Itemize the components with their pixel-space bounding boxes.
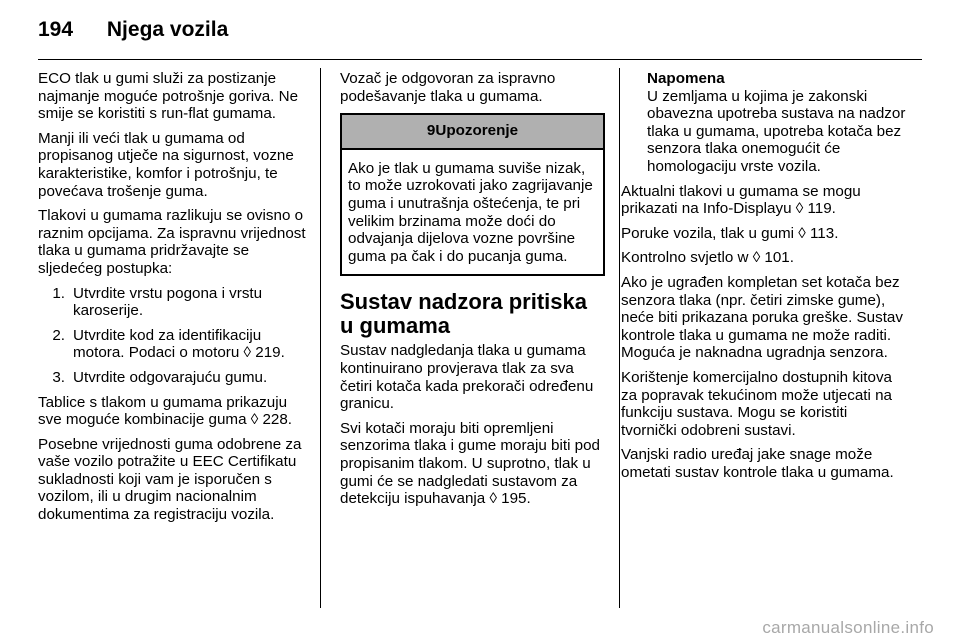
list-text: Utvrdite vrstu pogona i vrstu karoserije. [73,284,263,320]
paragraph: Poruke vozila, tlak u gumi ◊ 113. [621,224,839,242]
list-item [38,369,308,387]
list-number: 2. [52,326,65,344]
paragraph: Vozač je odgovoran za ispravno podešavanje tlaka u gumama. [340,70,556,105]
paragraph: Tlakovi u gumama razlikuju se ovisno o raznim opcijama. Za ispravnu vrijednost tlaka u gumama pridržavajte se sljedećeg postupka: [38,207,306,277]
list-text: Utvrdite odgovarajuću gumu. [73,368,268,386]
warning-title: 9Upozorenje [342,115,603,150]
list-item [38,285,308,320]
column-3 [621,70,906,488]
page-number: 194 [38,18,74,41]
paragraph: Aktualni tlakovi u gumama se mogu prikazati na Info-Displayu ◊ 119. [621,182,861,218]
list-number: 3. [52,368,65,386]
page-title: Njega vozila [106,18,229,41]
warning-box [340,113,605,276]
paragraph: ECO tlak u gumi služi za postizanje najmanje moguće potrošnje goriva. Ne smije se koristiti s run-flat gumama. [38,70,299,123]
paragraph: Manji ili veći tlak u gumama od propisanog utječe na sigurnost, vozne karakteristike, komfor i potrošnju, te povećava trošenje guma. [38,129,294,200]
column-2 [340,70,605,515]
paragraph: Posebne vrijednosti guma odobrene za vaše vozilo potražite u EEC Certifikatu sukladnosti koji vam je isporučen s vozilom, ili u drugim nacionalnim dokumentima za registraciju vozila. [38,435,302,524]
note-box [621,70,906,176]
steps-list [38,285,308,387]
column-divider-1 [320,68,321,608]
section-heading: Sustav nadzora pritiska u gumama [340,289,587,339]
paragraph: Ako je ugrađen kompletan set kotača bez senzora tlaka (npr. četiri zimske gume), neće biti prikazana poruka greške. Sustav kontrole tlaka u gumama ne može raditi. Moguća je naknadna ugradnja senzora. [621,273,903,362]
paragraph: Kontrolno svjetlo w ◊ 101. [621,249,794,267]
list-number: 1. [52,284,65,302]
paragraph: Korištenje komercijalno dostupnih kitova za popravak tekućinom može utjecati na funkciju sustava. Mogu se koristiti tvornički odobreni sustavi. [621,368,892,439]
column-divider-2 [619,68,620,608]
watermark: carmanualsonline.info [762,618,934,637]
warning-text: Ako je tlak u gumama suviše nizak, to može uzrokovati jako zagrijavanje guma i unutrašnja oštećenja, te pri velikim brzinama može doći do odvajanja dijelova vozne površine guma pa čak i do pucanja guma. [348,159,593,265]
list-text: Utvrdite kod za identifikaciju motora. Podaci o motoru ◊ 219. [73,326,285,362]
column-1 [38,70,308,531]
page-header [38,18,228,42]
list-item [38,327,308,362]
paragraph: Svi kotači moraju biti opremljeni senzorima tlaka i gume moraju biti pod propisanim tlakom. U suprotno, tlak u gumi će se nadgledati sustavom za detekciju ispuhavanja ◊ 195. [340,419,600,508]
paragraph: Tablice s tlakom u gumama prikazuju sve moguće kombinacije guma ◊ 228. [38,393,293,429]
header-rule [38,59,922,60]
note-title: Napomena [647,70,725,87]
paragraph: Vanjski radio uređaj jake snage može ometati sustav kontrole tlaka u gumama. [621,446,894,481]
paragraph: Sustav nadgledanja tlaka u gumama kontinuirano provjerava tlak za sva četiri kotača kada prekorači određenu granicu. [340,342,594,413]
note-text: U zemljama u kojima je zakonski obavezna upotreba sustava na nadzor tlaka u gumama, upotreba kotača bez senzora tlaka onemogućit će homologaciju vrste vozila. [647,87,906,175]
